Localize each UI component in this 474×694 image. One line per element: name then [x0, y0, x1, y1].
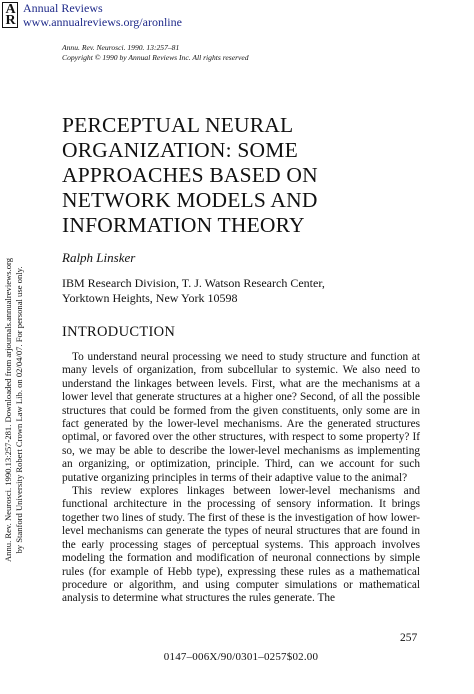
watermark-line: Annu. Rev. Neurosci. 1990.13:257-281. Downloaded from arjournals.annualreviews.org — [3, 257, 13, 563]
citation-line: Annu. Rev. Neurosci. 1990. 13:257–81 — [62, 43, 180, 52]
paragraph: To understand neural processing we need to study structure and function at many levels of organization, from subcellular to systemic. We also need to understand the linkages between levels. First, what are the mechanisms at a lower level that generate structures at a higher one? Second, of all the possible structures that could be formed from the given constituents, only some are in fact generated by the lower-level mechanisms. Are the generated structures optimal, or favored over the other structures, with respect to some property? If so, we may be able to describe the lower-level mechanisms as implementing an organizing, or optimization, principle. Third, can we account for such putative organizing principles in terms of their adaptive value to the animal? — [62, 351, 420, 484]
article-code: 0147–006X/90/0301–0257$02.00 — [163, 651, 319, 663]
section-heading: INTRODUCTION — [62, 324, 176, 340]
page-number: 257 — [400, 632, 418, 644]
title-line: PERCEPTUAL NEURAL — [62, 113, 294, 137]
publisher-header — [23, 1, 182, 29]
logo-letter-a: A — [5, 2, 15, 17]
author-name: Ralph Linsker — [62, 250, 136, 265]
journal-citation — [62, 43, 249, 63]
copyright-line: Copyright © 1990 by Annual Reviews Inc. All rights reserved — [62, 53, 249, 62]
logo-letter-r: R — [5, 13, 15, 28]
watermark-line: by Stanford University Robert Crown Law Lib. on 02/04/07. For personal use only. — [14, 266, 24, 554]
title-line: ORGANIZATION: SOME — [62, 138, 298, 162]
body-text — [62, 351, 420, 606]
publisher-url[interactable]: www.annualreviews.org/aronline — [23, 15, 182, 29]
title-line: APPROACHES BASED ON — [62, 163, 318, 187]
annual-reviews-logo — [2, 2, 18, 28]
affiliation-line: IBM Research Division, T. J. Watson Research Center, — [62, 276, 325, 290]
download-watermark — [3, 210, 33, 610]
title-line: INFORMATION THEORY — [62, 213, 305, 237]
affiliation-line: Yorktown Heights, New York 10598 — [62, 291, 238, 305]
article-title — [62, 113, 422, 238]
paragraph: This review explores linkages between lower-level mechanisms and functional architecture in the processing of sensory information. It brings together two lines of study. The first of these is the investigation of how lower-level mechanisms can generate the types of neural structures that are found in the early processing stages of perceptual systems. This approach involves modeling the formation and modification of neuronal connections by simple rules (for example of Hebb type), expressing these rules as a mathematical procedure or algorithm, and using computer simulations or mathematical analysis to determine what structures the rules generate. The — [62, 485, 420, 605]
title-line: NETWORK MODELS AND — [62, 188, 318, 212]
author-affiliation — [62, 276, 325, 306]
publisher-name: Annual Reviews — [23, 1, 103, 15]
